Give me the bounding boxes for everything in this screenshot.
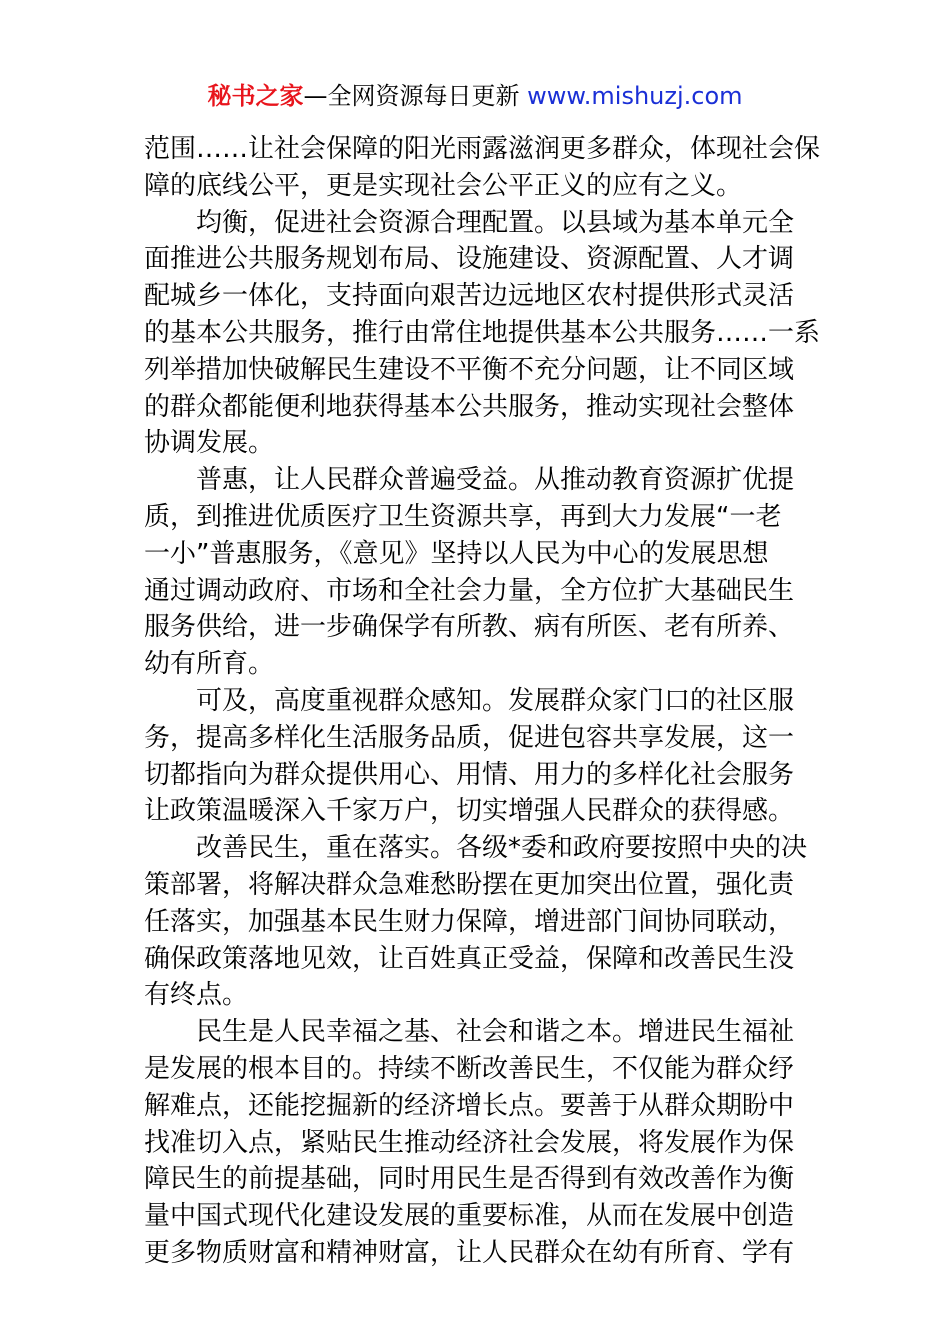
paragraph-livelihood — [144, 1014, 808, 1272]
text-line: 让政策温暖深入千家万户，切实增强人民群众的获得感。 — [144, 796, 795, 827]
text-line: 的基本公共服务，推行由常住地提供基本公共服务……一系 — [144, 317, 821, 348]
text-line: 可及，高度重视群众感知。发展群众家门口的社区服 — [196, 685, 795, 716]
paragraph-balance — [144, 205, 821, 463]
text-line: 面推进公共服务规划布局、设施建设、资源配置、人才调 — [144, 244, 795, 275]
text-line: 质，到推进优质医疗卫生资源共享，再到大力发展“一老 — [144, 501, 782, 532]
text-line: 的群众都能便利地获得基本公共服务，推动实现社会整体 — [144, 391, 795, 422]
text-line: 量中国式现代化建设发展的重要标准，从而在发展中创造 — [144, 1201, 795, 1232]
text-line: 配城乡一体化，支持面向艰苦边远地区农村提供形式灵活 — [144, 281, 795, 312]
text-line: 障的底线公平，更是实现社会公平正义的应有之义。 — [144, 170, 743, 201]
text-line: 幼有所育。 — [144, 649, 275, 680]
text-line: 列举措加快破解民生建设不平衡不充分问题，让不同区域 — [144, 354, 795, 385]
text-line: 普惠，让人民群众普遍受益。从推动教育资源扩优提 — [196, 465, 795, 496]
site-brand: 秘书之家 — [207, 82, 304, 110]
text-line: 范围……让社会保障的阳光雨露滋润更多群众，体现社会保 — [144, 134, 821, 164]
text-line: 务，提高多样化生活服务品质，促进包容共享发展，这一 — [144, 722, 795, 753]
text-line: 协调发展。 — [144, 428, 275, 459]
text-line: 是发展的根本目的。持续不断改善民生，不仅能为群众纾 — [144, 1053, 795, 1084]
paragraph-accessible — [144, 683, 808, 830]
text-line: 通过调动政府、市场和全社会力量，全方位扩大基础民生 — [144, 575, 795, 606]
paragraph-inclusive — [144, 462, 808, 683]
text-line: 策部署，将解决群众急难愁盼摆在更加突出位置，强化责 — [144, 869, 795, 900]
text-line: 任落实，加强基本民生财力保障，增进部门间协同联动， — [144, 906, 795, 937]
site-header — [0, 80, 950, 112]
text-line: 有终点。 — [144, 980, 249, 1011]
paragraph-implementation — [144, 830, 808, 1014]
text-line: 更多物质财富和精神财富，让人民群众在幼有所育、学有 — [144, 1237, 795, 1268]
article-body — [144, 131, 821, 1272]
site-url-link[interactable]: www.mishuzj.com — [527, 82, 743, 110]
text-line: 均衡，促进社会资源合理配置。以县域为基本单元全 — [196, 207, 795, 238]
paragraph-continued — [144, 131, 821, 205]
text-line: 解难点，还能挖掘新的经济增长点。要善于从群众期盼中 — [144, 1090, 795, 1121]
text-line: 障民生的前提基础，同时用民生是否得到有效改善作为衡 — [144, 1164, 795, 1195]
text-line: 确保政策落地见效，让百姓真正受益，保障和改善民生没 — [144, 943, 795, 974]
text-line: 找准切入点，紧贴民生推动经济社会发展，将发展作为保 — [144, 1127, 795, 1158]
text-line: 一小”普惠服务，《意见》坚持以人民为中心的发展思想 — [144, 538, 769, 569]
text-line: 服务供给，进一步确保学有所教、病有所医、老有所养、 — [144, 612, 795, 643]
text-line: 民生是人民幸福之基、社会和谐之本。增进民生福祉 — [196, 1017, 795, 1048]
site-tagline: —全网资源每日更新 — [303, 82, 528, 110]
text-line: 切都指向为群众提供用心、用情、用力的多样化社会服务 — [144, 759, 795, 790]
text-line: 改善民生，重在落实。各级*委和政府要按照中央的决 — [196, 833, 808, 864]
